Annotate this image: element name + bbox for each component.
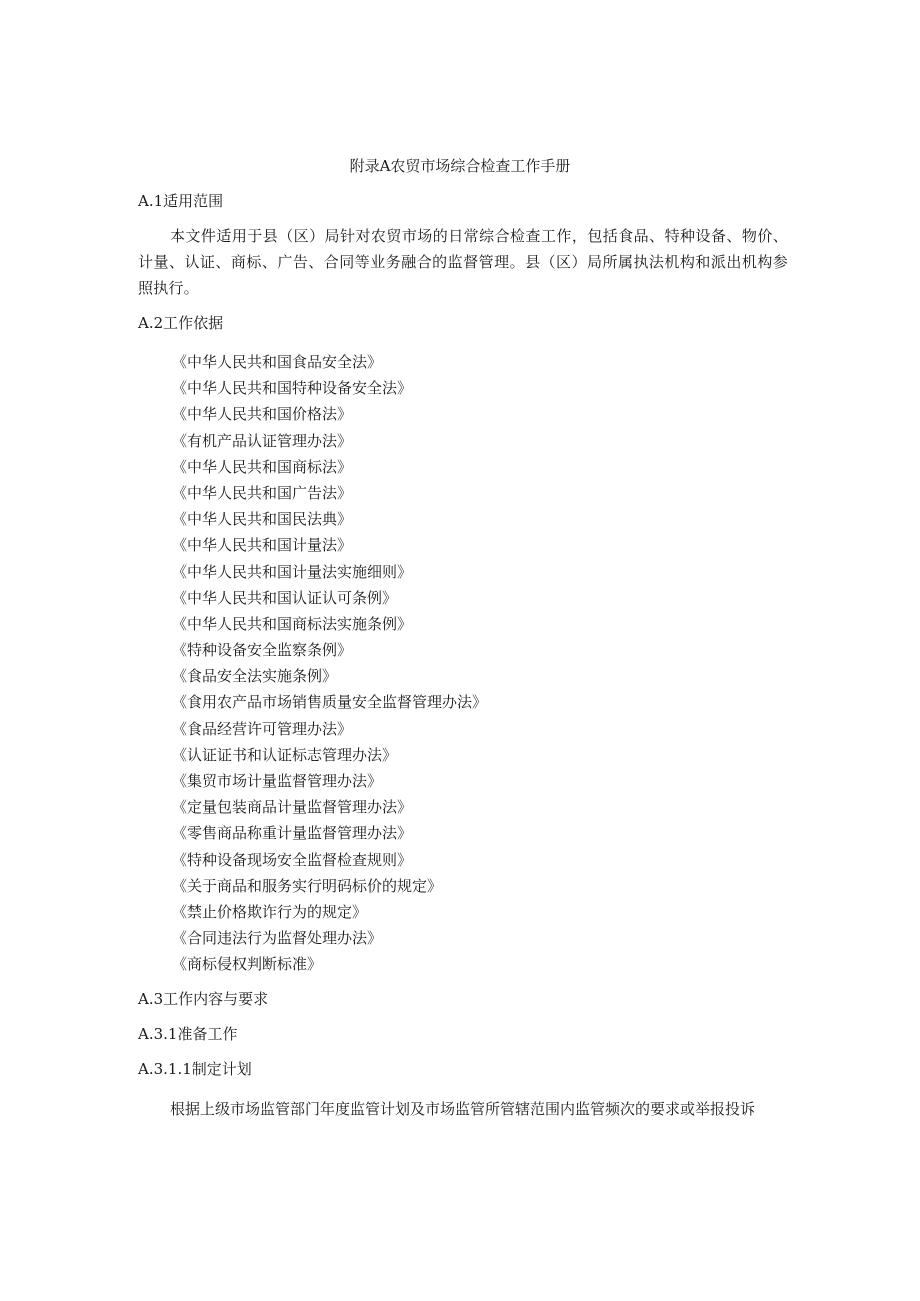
list-item: 《中华人民共和国特种设备安全法》 bbox=[172, 379, 413, 398]
list-item: 《中华人民共和国计量法实施细则》 bbox=[172, 562, 413, 581]
section-heading-a1: A.1适用范围 bbox=[138, 192, 224, 210]
list-item: 《合同违法行为监督处理办法》 bbox=[172, 929, 383, 948]
list-item: 《关于商品和服务实行明码标价的规定》 bbox=[172, 876, 443, 895]
list-item: 《商标侵权判断标准》 bbox=[172, 955, 323, 974]
list-item: 《零售商品称重计量监督管理办法》 bbox=[172, 824, 413, 843]
list-item: 《食品安全法实施条例》 bbox=[172, 667, 338, 686]
list-item: 《中华人民共和国广告法》 bbox=[172, 483, 353, 502]
list-item: 《中华人民共和国商标法》 bbox=[172, 457, 353, 476]
list-item: 《中华人民共和国认证认可条例》 bbox=[172, 588, 398, 607]
section-heading-a3-1: A.3.1准备工作 bbox=[138, 1025, 238, 1043]
section-heading-a3-1-1: A.3.1.1制定计划 bbox=[138, 1060, 252, 1078]
list-item: 《食品经营许可管理办法》 bbox=[172, 719, 353, 738]
section-a1-paragraph: 本文件适用于县（区）局针对农贸市场的日常综合检查工作，包括食品、特种设备、物价、计量、认证、商标、广告、合同等业务融合的监督管理。县（区）局所属执法机构和派出机构参照执行。 bbox=[138, 227, 788, 297]
list-item: 《中华人民共和国食品安全法》 bbox=[172, 353, 383, 371]
list-item: 《中华人民共和国价格法》 bbox=[172, 405, 353, 424]
section-heading-a2: A.2工作依据 bbox=[138, 314, 224, 332]
section-a3-1-1-paragraph: 根据上级市场监管部门年度监管计划及市场监管所管辖范围内监管频次的要求或举报投诉 bbox=[170, 1100, 756, 1118]
list-item: 《定量包装商品计量监督管理办法》 bbox=[172, 798, 413, 817]
list-item: 《认证证书和认证标志管理办法》 bbox=[172, 745, 398, 764]
section-heading-a3: A.3工作内容与要求 bbox=[138, 990, 269, 1008]
list-item: 《中华人民共和国计量法》 bbox=[172, 536, 353, 555]
list-item: 《食用农产品市场销售质量安全监督管理办法》 bbox=[172, 693, 488, 712]
list-item: 《禁止价格欺诈行为的规定》 bbox=[172, 902, 368, 921]
document-title: 附录A农贸市场综合检查工作手册 bbox=[349, 157, 571, 175]
list-item: 《集贸市场计量监督管理办法》 bbox=[172, 772, 383, 790]
list-item: 《中华人民共和国民法典》 bbox=[172, 510, 353, 529]
list-item: 《特种设备安全监察条例》 bbox=[172, 641, 353, 660]
list-item: 《中华人民共和国商标法实施条例》 bbox=[172, 614, 413, 633]
list-item: 《有机产品认证管理办法》 bbox=[172, 431, 353, 450]
legal-basis-list bbox=[172, 349, 487, 978]
list-item: 《特种设备现场安全监督检查规则》 bbox=[172, 850, 413, 869]
